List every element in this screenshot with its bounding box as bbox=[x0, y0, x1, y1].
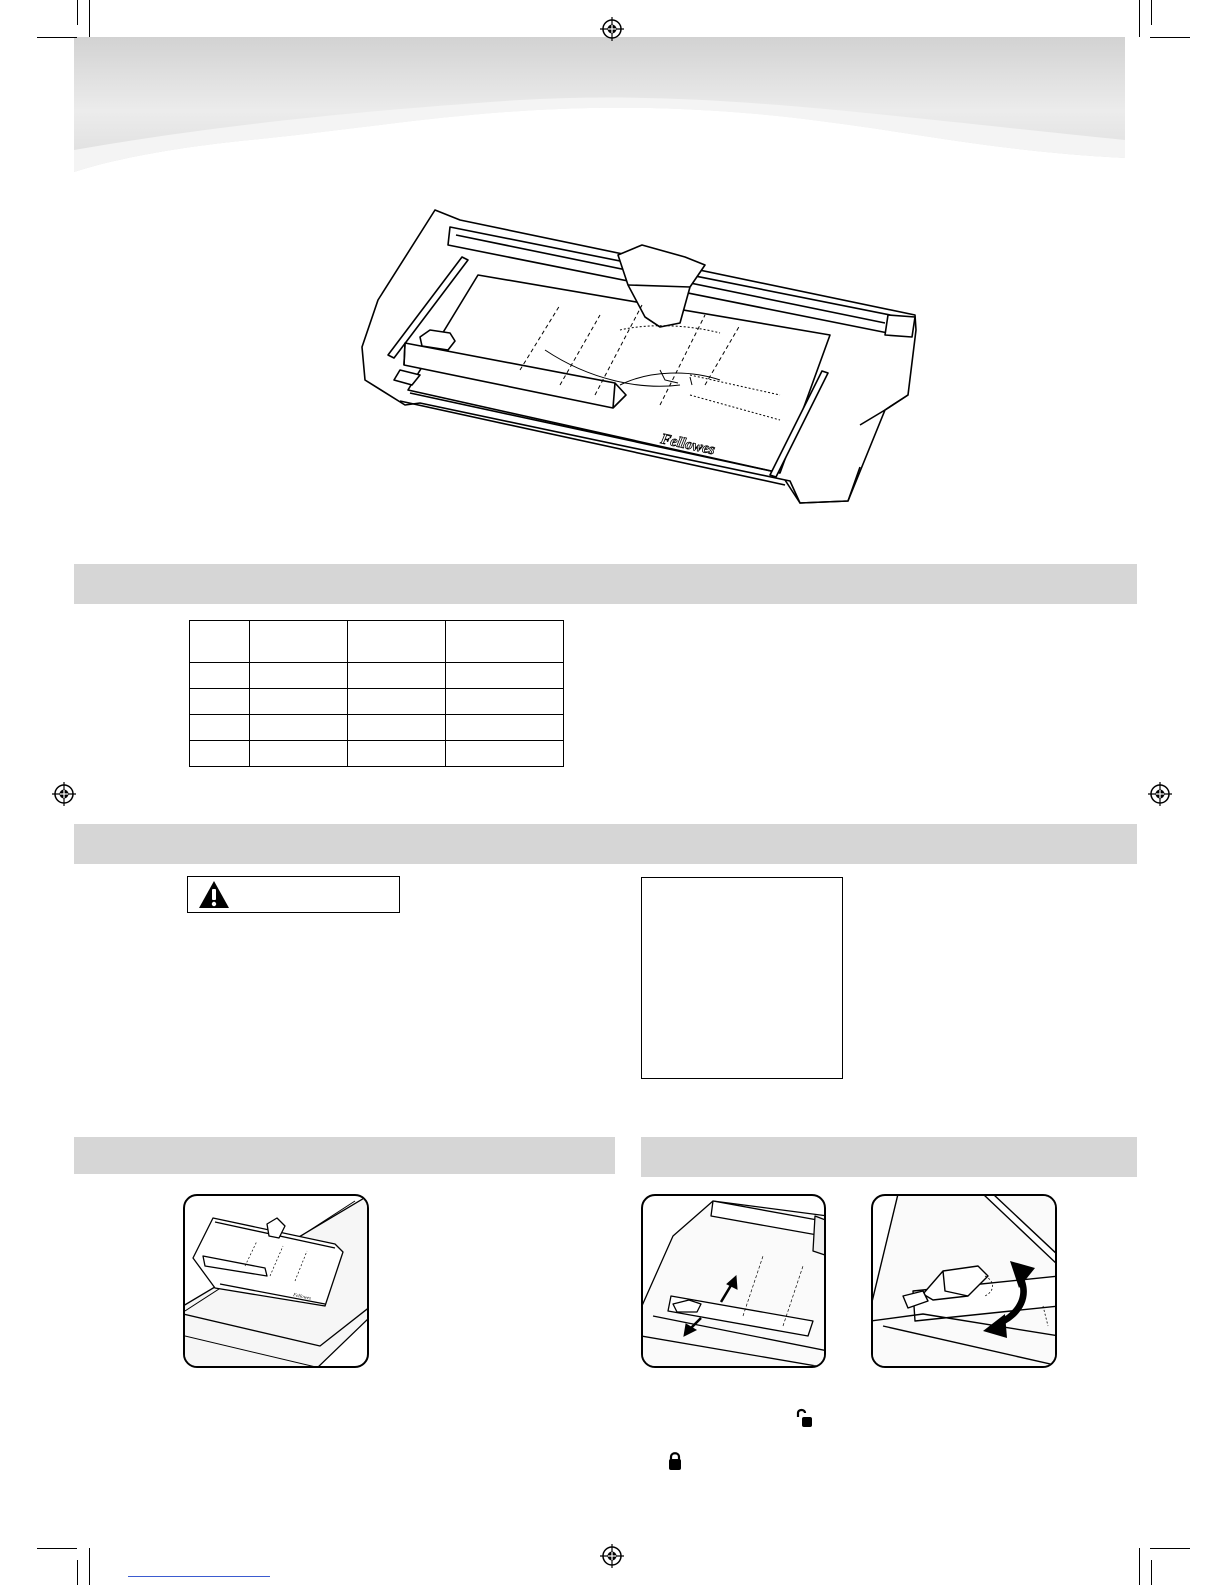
table-cell bbox=[348, 621, 446, 663]
lock-icon bbox=[668, 1451, 682, 1471]
warning-triangle-icon bbox=[198, 880, 230, 909]
crop-mark bbox=[77, 0, 78, 25]
guide-bar-adjust-illustration bbox=[641, 1194, 826, 1368]
table-cell bbox=[190, 621, 250, 663]
section-header-band-features bbox=[641, 1137, 1137, 1177]
table-cell bbox=[348, 663, 446, 689]
section-header-band-setup bbox=[74, 1137, 615, 1174]
crop-mark bbox=[1139, 0, 1140, 37]
section-header-band-safety bbox=[74, 824, 1137, 864]
registration-mark-icon bbox=[52, 782, 76, 806]
table-cell bbox=[348, 689, 446, 715]
brand-logo: Fellowes bbox=[659, 431, 717, 459]
table-cell bbox=[190, 715, 250, 741]
table-cell bbox=[446, 663, 564, 689]
footer-link-underline bbox=[128, 1576, 270, 1577]
specifications-table bbox=[189, 620, 564, 767]
crop-mark bbox=[37, 37, 77, 38]
table-cell bbox=[250, 741, 348, 767]
crop-mark bbox=[37, 1548, 77, 1549]
crop-mark bbox=[77, 1560, 78, 1585]
registration-mark-icon bbox=[600, 1544, 624, 1568]
setup-illustration bbox=[183, 1194, 369, 1368]
registration-mark-icon bbox=[600, 17, 624, 41]
section-header-band-specifications bbox=[74, 564, 1137, 604]
table-row bbox=[190, 663, 564, 689]
table-cell bbox=[190, 663, 250, 689]
crop-mark bbox=[89, 1548, 90, 1585]
table-cell bbox=[446, 741, 564, 767]
table-cell bbox=[250, 715, 348, 741]
crop-mark bbox=[1151, 1560, 1152, 1585]
table-cell bbox=[446, 715, 564, 741]
table-cell bbox=[190, 741, 250, 767]
table-cell bbox=[348, 715, 446, 741]
table-cell bbox=[348, 741, 446, 767]
knob-rotate-illustration bbox=[871, 1194, 1057, 1368]
table-row bbox=[190, 741, 564, 767]
crop-mark bbox=[1150, 1548, 1190, 1549]
table-row bbox=[190, 715, 564, 741]
table-row bbox=[190, 689, 564, 715]
trimmer-product-illustration bbox=[360, 205, 930, 515]
safety-info-box bbox=[641, 877, 843, 1079]
svg-text:Fellowes: Fellowes bbox=[292, 1293, 312, 1302]
unlock-icon bbox=[794, 1407, 814, 1429]
table-row bbox=[190, 621, 564, 663]
crop-mark bbox=[1139, 1548, 1140, 1585]
crop-mark bbox=[1150, 37, 1190, 38]
table-cell bbox=[250, 663, 348, 689]
table-cell bbox=[446, 689, 564, 715]
table-cell bbox=[190, 689, 250, 715]
crop-mark bbox=[89, 0, 90, 37]
registration-mark-icon bbox=[1148, 782, 1172, 806]
table-cell bbox=[250, 689, 348, 715]
table-cell bbox=[250, 621, 348, 663]
table-cell bbox=[446, 621, 564, 663]
crop-mark bbox=[1151, 0, 1152, 25]
warning-label-box bbox=[187, 876, 400, 913]
